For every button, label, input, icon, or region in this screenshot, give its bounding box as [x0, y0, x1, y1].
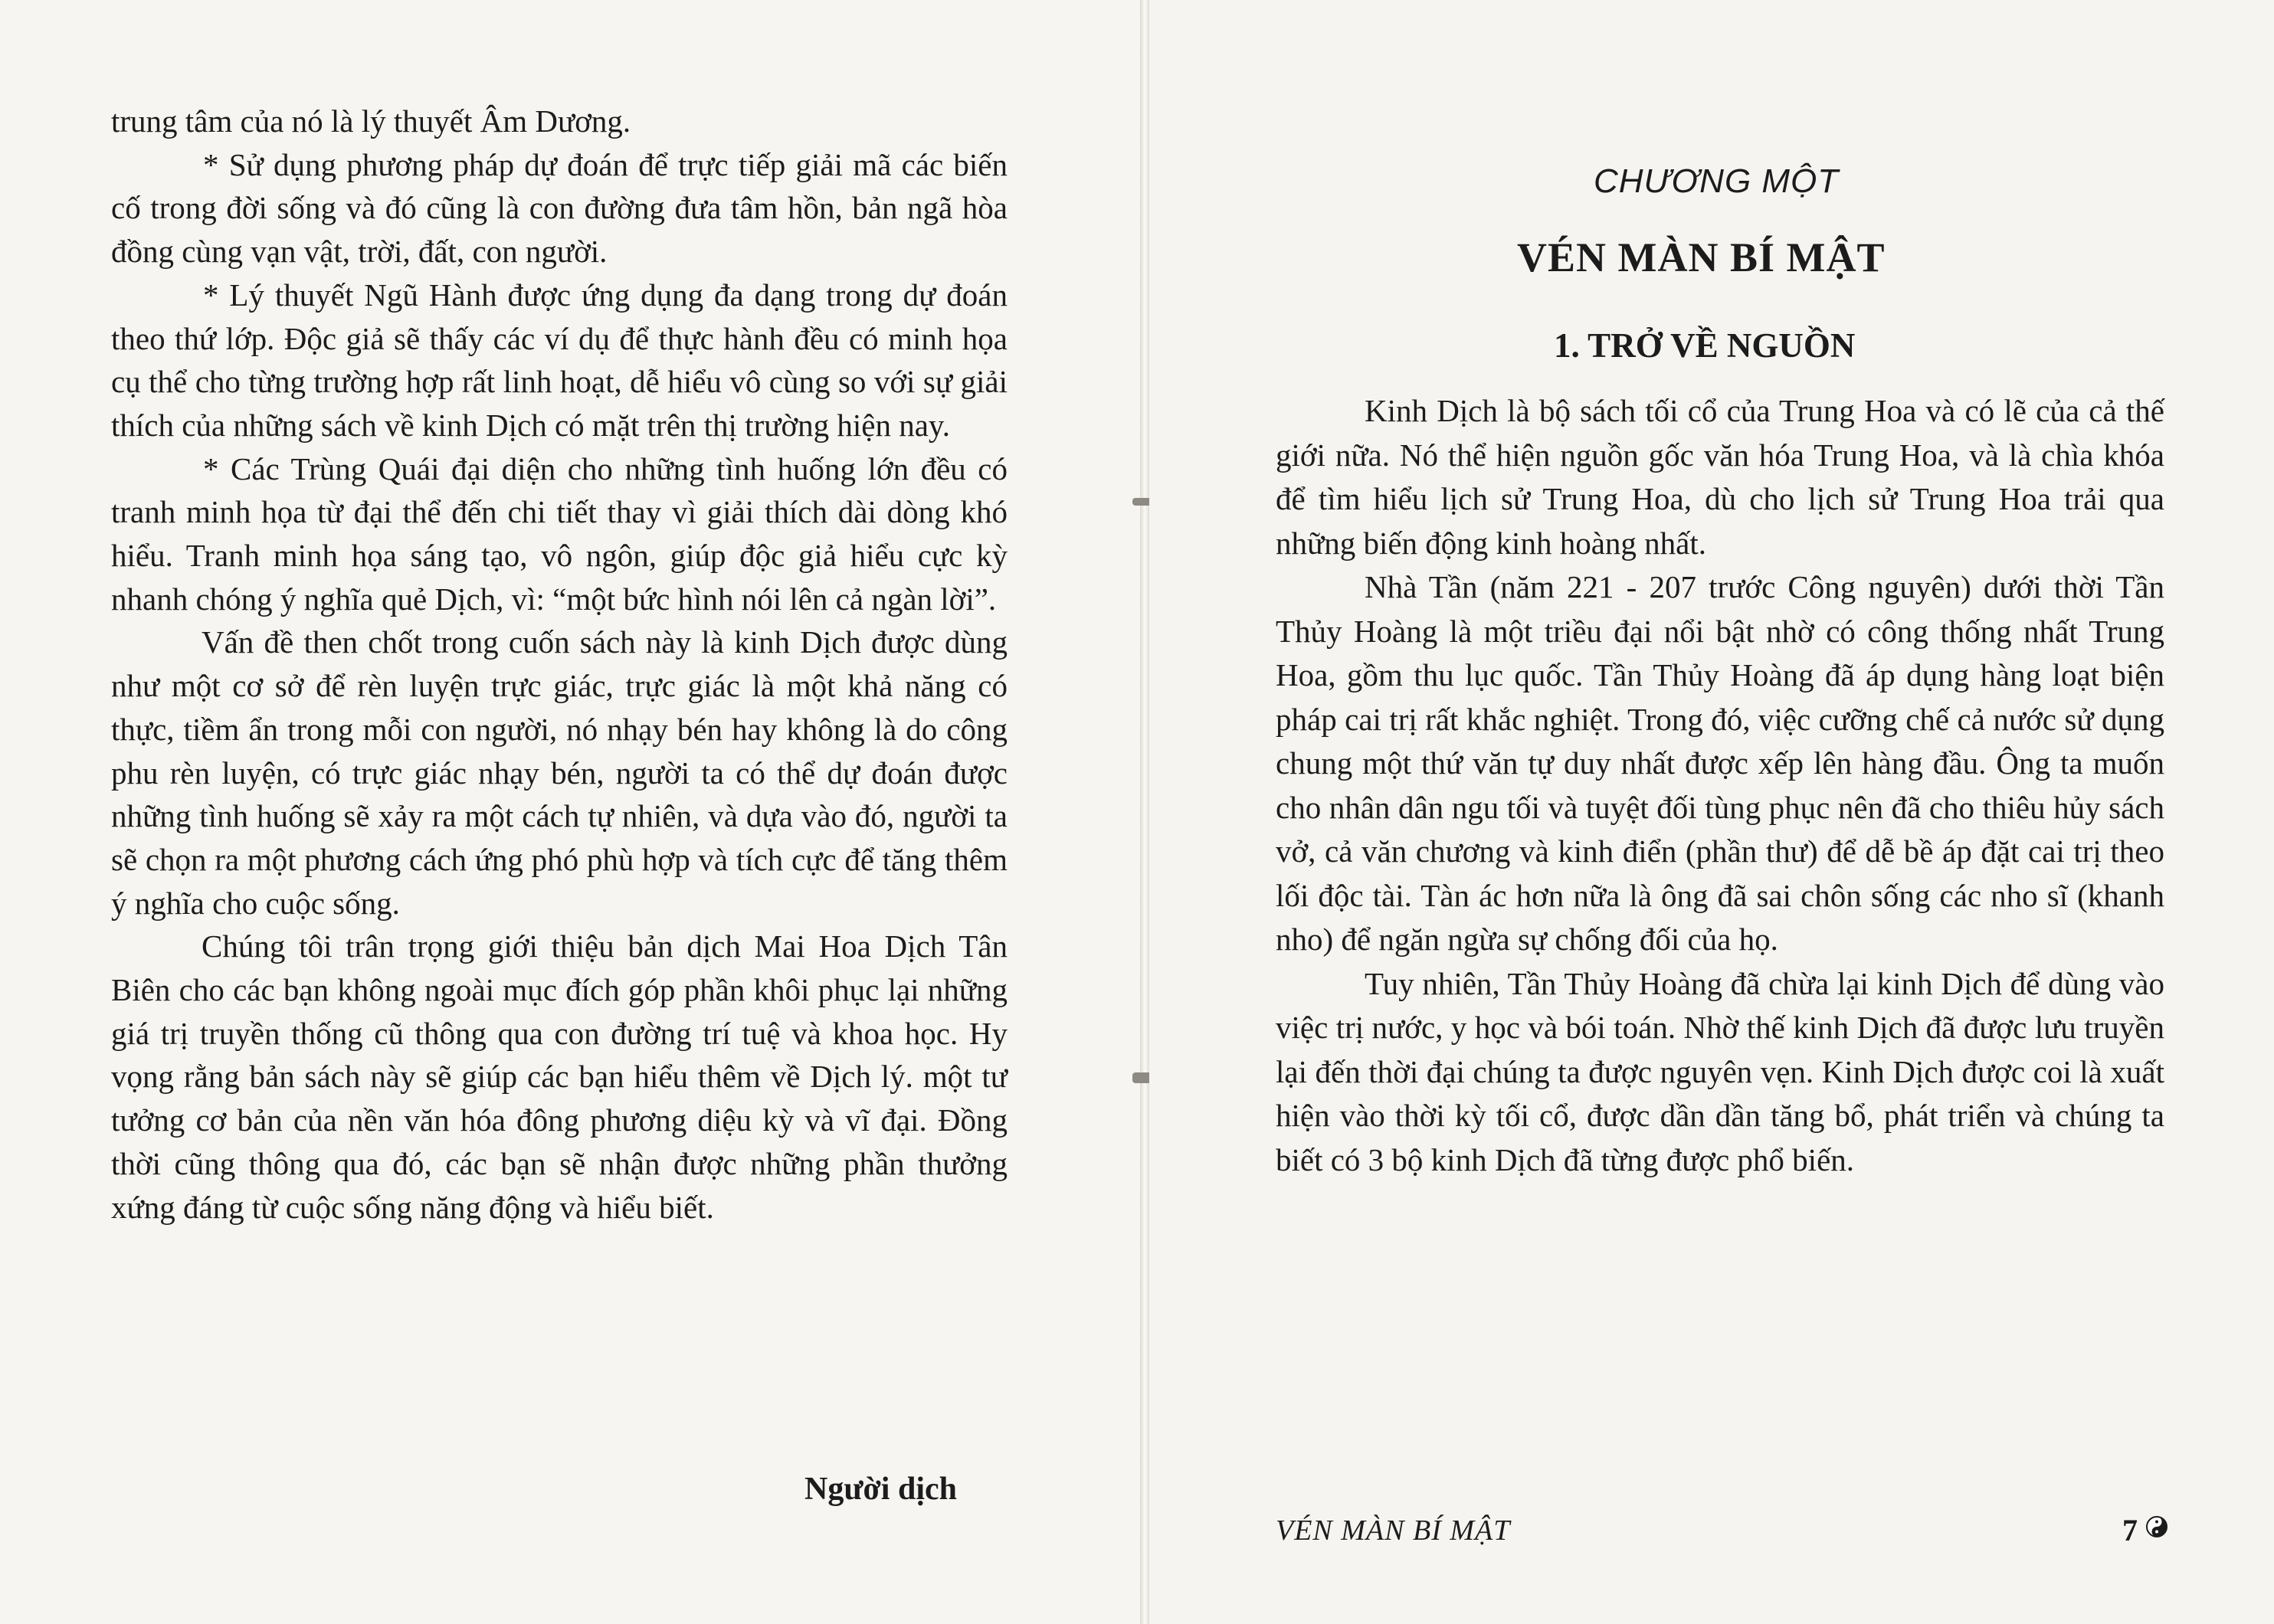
translator-signature: Người dịch: [804, 1472, 957, 1507]
running-footer-title: VÉN MÀN BÍ MẬT: [1276, 1514, 1511, 1547]
bullet-paragraph: * Các Trùng Quái đại diện cho những tình huống lớn đều có tranh minh họa từ đại thể đến chi tiết thay vì giải thích dài dòng khó hiểu. Tranh minh họa sáng tạo, vô ngôn, giúp độc giả hiểu cực kỳ nhanh chóng ý nghĩa quẻ Dịch, vì: “một bức hình nói lên cả ngàn lời”.: [111, 450, 1008, 617]
paragraph: Nhà Tần (năm 221 - 207 trước Công nguyên) dưới thời Tần Thủy Hoàng là một triều đại nổi bật nhờ có công thống nhất Trung Hoa, gồm thu lục quốc. Tần Thủy Hoàng đã áp dụng hàng loạt biện pháp cai trị rất khắc nghiệt. Trong đó, việc cưỡng chế cả nước sử dụng chung một thứ văn tự duy nhất được xếp lên hàng đầu. Ông ta muốn cho nhân dân ngu tối và tuyệt đối tùng phục nên đã cho thiêu hủy sách vở, cả văn chương và kinh điển (phần thư) để dễ bề áp đặt cai trị theo lối độc tài. Tàn ác hơn nữa là ông đã sai chôn sống các nho sĩ (khanh nho) để ngăn ngừa sự chống đối của họ.: [1276, 569, 2164, 957]
yin-yang-icon: [2145, 1515, 2168, 1538]
bullet-paragraph: * Lý thuyết Ngũ Hành được ứng dụng đa dạng trong dự đoán theo thứ lớp. Độc giả sẽ thấy các ví dụ để thực hành đều có minh họa cụ thể cho từng trường hợp rất linh hoạt, dễ hiểu vô cùng so với sự giải thích của những sách về kinh Dịch có mặt trên thị trường hiện nay.: [111, 277, 1008, 443]
section-title: 1. TRỞ VỀ NGUỒN: [1554, 326, 1856, 365]
left-page-body: [111, 100, 1008, 1229]
paragraph: Chúng tôi trân trọng giới thiệu bản dịch Mai Hoa Dịch Tân Biên cho các bạn không ngoài mục đích góp phần khôi phục lại những giá trị truyền thống cũ thông qua con đường trí tuệ và khoa học. Hy vọng rằng bản sách này sẽ giúp các bạn hiểu thêm về Dịch lý. một tư tưởng cơ bản của nền văn hóa đông phương diệu kỳ và vĩ đại. Đồng thời cũng thông qua đó, các bạn sẽ nhận được những phần thưởng xứng đáng từ cuộc sống năng động và hiểu biết.: [111, 928, 1008, 1225]
chapter-label: CHƯƠNG MỘT: [1594, 162, 1840, 200]
right-page-body: [1276, 389, 2164, 1182]
paragraph: Tuy nhiên, Tần Thủy Hoàng đã chừa lại kinh Dịch để dùng vào việc trị nước, y học và bói toán. Nhờ thế kinh Dịch đã được lưu truyền lại đến thời đại chúng ta được nguyên vẹn. Kinh Dịch được coi là xuất hiện vào thời kỳ tối cổ, được dần dần tăng bổ, phát triển và chúng ta biết có 3 bộ kinh Dịch đã từng được phổ biến.: [1276, 965, 2164, 1177]
paragraph: Kinh Dịch là bộ sách tối cổ của Trung Hoa và có lẽ của cả thế giới nữa. Nó thể hiện nguồn gốc văn hóa Trung Hoa, và là chìa khóa để tìm hiểu lịch sử Trung Hoa, dù cho lịch sử Trung Hoa trải qua những biến động kinh hoàng nhất.: [1276, 393, 2164, 561]
page-number: 7: [2122, 1513, 2138, 1547]
bullet-paragraph: * Sử dụng phương pháp dự đoán để trực tiếp giải mã các biến cố trong đời sống và đó cũng là con đường đưa tâm hồn, bản ngã hòa đồng cùng vạn vật, trời, đất, con người.: [111, 146, 1008, 270]
paragraph: trung tâm của nó là lý thuyết Âm Dương.: [111, 103, 631, 139]
chapter-title: VÉN MÀN BÍ MẬT: [1517, 234, 1886, 280]
paragraph: Vấn đề then chốt trong cuốn sách này là kinh Dịch được dùng như một cơ sở để rèn luyện trực giác, trực giác là một khả năng có thực, tiềm ẩn trong mỗi con người, nó nhạy bén hay không là do công phu rèn luyện, có trực giác nhạy bén, người ta có thể dự đoán được những tình huống sẽ xảy ra một cách tự nhiên, và dựa vào đó, người ta sẽ chọn ra một phương cách ứng phó phù hợp và tích cực để tăng thêm ý nghĩa cho cuộc sống.: [111, 624, 1008, 921]
